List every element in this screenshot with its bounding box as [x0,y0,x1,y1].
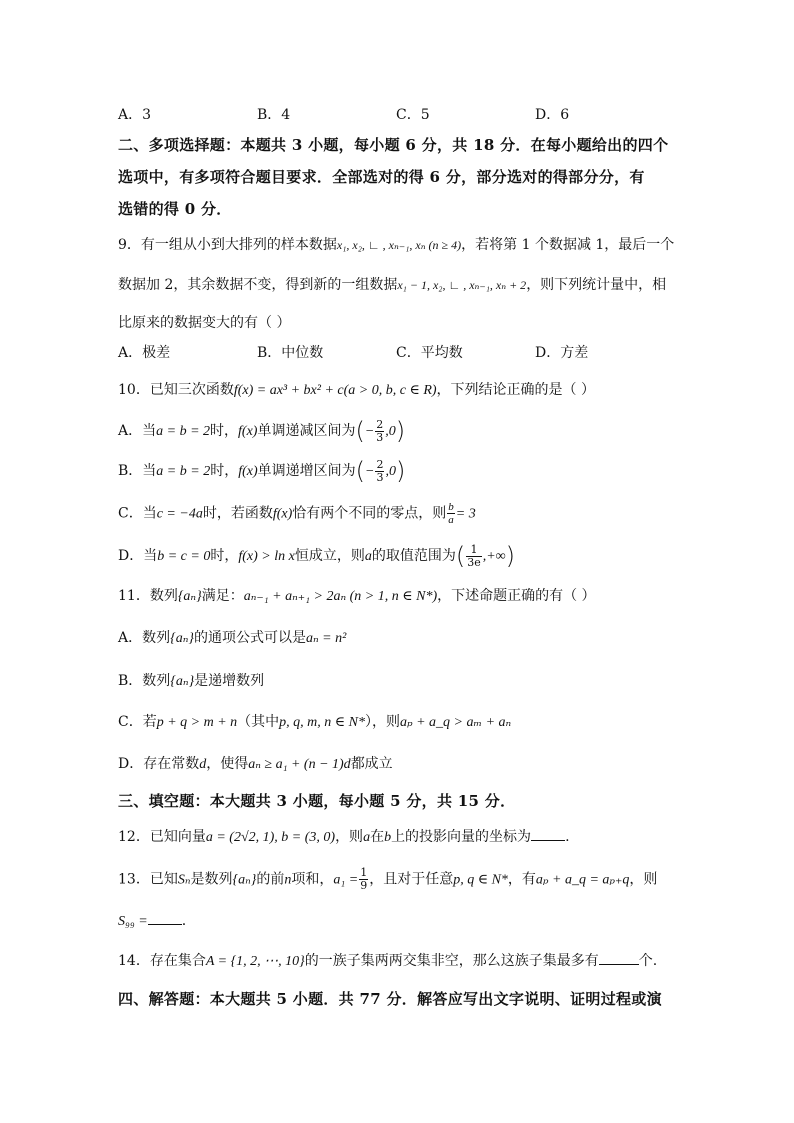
q11-option-d: D．存在常数d，使得aₙ ≥ a₁ + (n − 1)d都成立 [118,756,393,772]
q14-stem: 14．存在集合A = {1, 2, ⋯, 10}的一族子集两两交集非空，那么这族子集最多有 个. [118,950,657,970]
q9-stem-line2: 数据加 2，其余数据不变，得到新的一组数据x₁ − 1, x₂, ∟ , xₙ₋₁, xₙ + 2，则下列统计量中，相 [118,277,667,293]
q13-answer-blank[interactable] [148,910,182,925]
section2-heading-line3: 选错的得 0 分． [118,200,232,218]
q9-option-c: C．平均数 [396,345,463,361]
q10-option-d: D．当b = c = 0时，f(x) > ln x恒成立，则a的取值范围为( $\frac{1}{3e}$ ,+∞) [118,542,516,570]
q11-option-a: A．数列{aₙ}的通项公式可以是aₙ = n² [118,630,347,646]
q9-option-b: B．中位数 [257,345,324,361]
q12-answer-blank[interactable] [531,826,565,841]
q14-answer-blank[interactable] [599,950,639,965]
q11-stem: 11．数列{aₙ}满足：aₙ₋₁ + aₙ₊₁ > 2aₙ (n > 1, n ∈ N*)，下述命题正确的有（ ） [118,588,596,604]
q9-option-d: D．方差 [535,345,589,361]
q10-option-c: C．当c = −4a时，若函数f(x)恰有两个不同的零点，则 $\frac{b}{a}$ = 3 [118,501,476,526]
q9-option-a: A．极差 [118,345,171,361]
q10-stem: 10．已知三次函数f(x) = ax³ + bx² + c(a > 0, b, c ∈ R)，下列结论正确的是（ ） [118,382,595,398]
q8-option-b: B．4 [257,107,291,123]
q9-stem-line1: 9．有一组从小到大排列的样本数据x₁, x₂, ∟ , xₙ₋₁, xₙ (n ≥ 4)，若将第 1 个数据减 1，最后一个 [118,237,675,253]
q13-stem-line1: 13．已知Sₙ是数列{aₙ}的前n项和，a₁ = $\frac{1}{9}$ ，且对于任意p, q ∈ N*，有aₚ + a_q = aₚ₊q，则 [118,866,658,892]
section2-heading-line2: 选项中，有多项符合题目要求．全部选对的得 6 分，部分选对的得部分分，有 [118,168,645,186]
section2-heading-line1: 二、多项选择题：本题共 3 小题，每小题 6 分，共 18 分．在每小题给出的四个 [118,136,669,154]
q10-option-a: A．当a = b = 2时，f(x)单调递减区间为(− $\frac{2}{3}$ ,0) [118,417,406,445]
q11-option-b: B．数列{aₙ}是递增数列 [118,673,265,689]
q8-option-d: D．6 [535,107,570,123]
section3-heading: 三、填空题：本大题共 3 小题，每小题 5 分，共 15 分． [118,792,516,810]
q13-stem-line2: S₉₉ = . [118,910,186,930]
section4-heading: 四、解答题：本大题共 5 小题．共 77 分．解答应写出文字说明、证明过程或演 [118,990,662,1008]
q12-stem: 12．已知向量a = (2√2, 1), b = (3, 0)，则a在b上的投影向量的坐标为 . [118,826,570,846]
q9-stem-line3: 比原来的数据变大的有（ ） [118,315,291,331]
q11-option-c: C．若p + q > m + n（其中p, q, m, n ∈ N*），则aₚ + a_q > aₘ + aₙ [118,714,512,730]
q8-option-c: C．5 [396,107,430,123]
q8-option-a: A．3 [118,107,152,123]
q10-option-b: B．当a = b = 2时，f(x)单调递增区间为(− $\frac{2}{3}$ ,0) [118,457,406,485]
